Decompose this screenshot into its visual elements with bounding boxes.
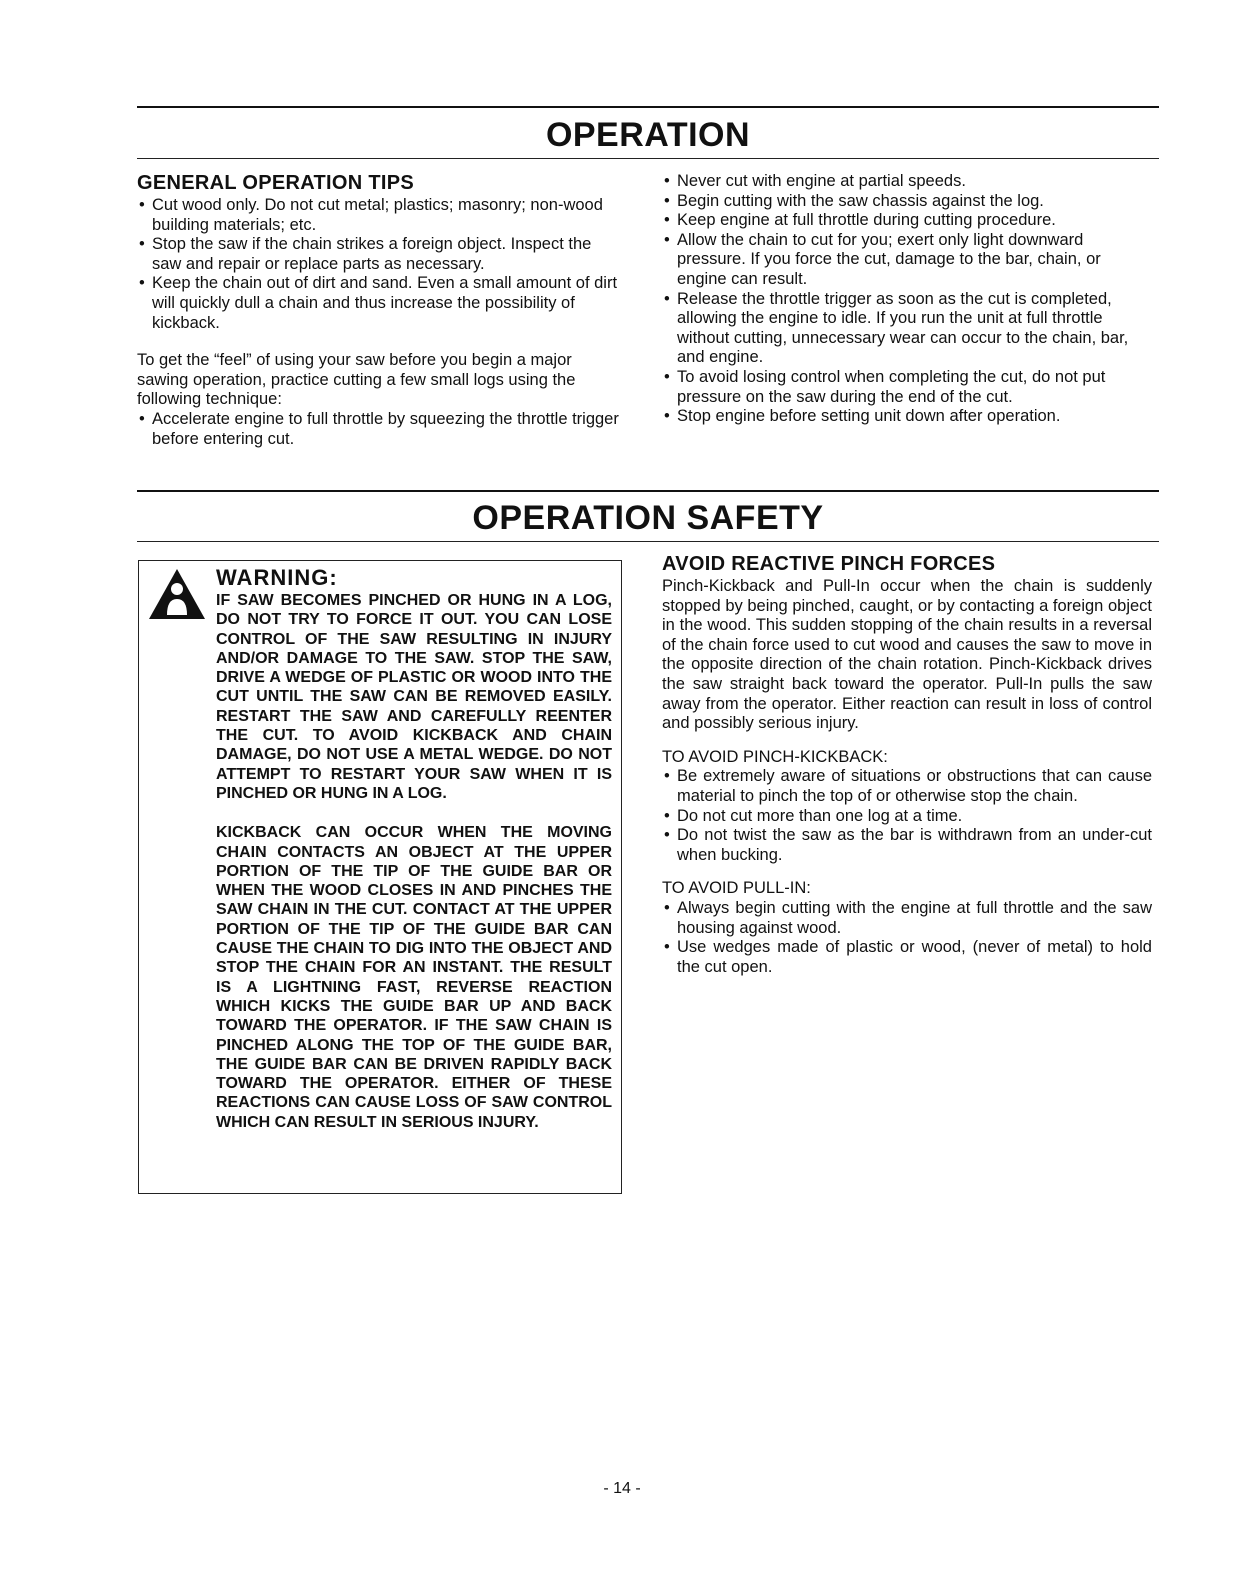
warning-paragraph-kickback: KICKBACK CAN OCCUR WHEN THE MOVING CHAIN CONTACTS AN OBJECT AT THE UPPER PORTION OF THE TIP OF THE GUIDE BAR OR WHEN THE WOOD CLOSES IN AND PINCHES THE SAW CHAIN IN THE CUT. CONTACT AT THE UPPER PORTION OF THE TIP OF THE GUIDE BAR CAN CAUSE THE CHAIN TO DIG INTO THE OBJECT AND STOP THE CHAIN FOR AN INSTANT. THE RESULT IS A LIGHTNING FAST, REVERSE REACTION WHICH KICKS THE GUIDE BAR UP AND BACK TOWARD THE OPERATOR. IF THE SAW CHAIN IS PINCHED ALONG THE TOP OF THE GUIDE BAR, THE GUIDE BAR CAN BE DRIVEN RAPIDLY BACK TOWARD THE OPERATOR. EITHER OF THESE REACTIONS CAN CAUSE LOSS OF SAW CONTROL WHICH CAN RESULT IN SERIOUS INJURY. — [216, 824, 612, 1131]
pinch-kickback-list — [662, 767, 1152, 865]
warning-paragraph-pinched: IF SAW BECOMES PINCHED OR HUNG IN A LOG, DO NOT TRY TO FORCE IT OUT. YOU CAN LOSE CONTROL OF THE SAW RESULTING IN INJURY AND/OR DAMAGE TO THE SAW. STOP THE SAW, DRIVE A WEDGE OF PLASTIC OR WOOD INTO THE CUT UNTIL THE SAW CAN BE REMOVED EASILY. RESTART THE SAW AND CAREFULLY REENTER THE CUT. TO AVOID KICKBACK AND CHAIN DAMAGE, DO NOT USE A METAL WEDGE. DO NOT ATTEMPT TO RESTART YOUR SAW WHEN IT IS PINCHED OR HUNG IN A LOG. — [216, 592, 612, 802]
list-item: • Release the throttle trigger as soon as the cut is completed, allowing the engine to idle. If you run the unit at full throttle without cutting, unnecessary wear can occur to the chain, bar, and engine. — [662, 290, 1152, 368]
pinch-forces-column — [662, 553, 1152, 977]
list-item: • Keep the chain out of dirt and sand. Even a small amount of dirt will quickly dull a chain and thus increase the possibility of kickback. — [137, 274, 619, 333]
safety-title-rule — [137, 541, 1159, 542]
list-item: • Do not cut more than one log at a time. — [662, 807, 1152, 827]
general-tips-list — [137, 196, 619, 333]
pinch-kickback-subheading: TO AVOID PINCH-KICKBACK: — [662, 747, 888, 766]
pinch-forces-heading: AVOID REACTIVE PINCH FORCES — [662, 553, 996, 575]
operation-title: OPERATION — [545, 116, 751, 154]
warning-box — [138, 560, 622, 1194]
page-number: - 14 - — [603, 1480, 641, 1497]
list-item: • Use wedges made of plastic or wood, (never of metal) to hold the cut open. — [662, 938, 1152, 977]
list-item: • Always begin cutting with the engine at full throttle and the saw housing against wood. — [662, 899, 1152, 938]
general-tips-column — [137, 172, 619, 449]
list-item: • Do not twist the saw as the bar is withdrawn from an under-cut when bucking. — [662, 826, 1152, 865]
list-item: • Stop the saw if the chain strikes a foreign object. Inspect the saw and repair or replace parts as necessary. — [137, 235, 619, 274]
pull-in-subheading: TO AVOID PULL-IN: — [662, 879, 811, 898]
list-item: • Stop engine before setting unit down after operation. — [662, 407, 1152, 427]
technique-list — [137, 410, 619, 449]
list-item: • Begin cutting with the saw chassis against the log. — [662, 192, 1152, 212]
operation-tips-right-column — [662, 172, 1152, 427]
list-item: • Allow the chain to cut for you; exert only light downward pressure. If you force the cut, damage to the bar, chain, or engine can result. — [662, 231, 1152, 290]
warning-title: WARNING: — [216, 565, 338, 590]
warning-text — [216, 566, 612, 1132]
list-item: • Be extremely aware of situations or obstructions that can cause material to pinch the top of or otherwise stop the chain. — [662, 767, 1152, 806]
operation-safety-title: OPERATION SAFETY — [472, 499, 824, 537]
general-tips-heading: GENERAL OPERATION TIPS — [137, 172, 415, 194]
pull-in-list — [662, 899, 1152, 977]
list-item: • Cut wood only. Do not cut metal; plastics; masonry; non-wood building materials; etc. — [137, 196, 619, 235]
pinch-forces-paragraph: Pinch-Kickback and Pull-In occur when the chain is suddenly stopped by being pinched, caught, or by contacting a foreign object in the wood. This sudden stopping of the chain results in a reversal of the chain force used to cut wood and causes the saw to move in the opposite direction of the chain rotation. Pinch-Kickback drives the saw straight back toward the operator. Pull-In pulls the saw away from the operator. Either reaction can result in loss of control and possibly serious injury. — [662, 577, 1152, 733]
warning-triangle-icon — [147, 567, 207, 621]
feel-paragraph: To get the “feel” of using your saw before you begin a major sawing operation, practice cutting a few small logs using the following technique: — [137, 351, 576, 409]
list-item: • Never cut with engine at partial speeds. — [662, 172, 1152, 192]
top-rule — [137, 106, 1159, 108]
list-item: • Accelerate engine to full throttle by squeezing the throttle trigger before entering cut. — [137, 410, 619, 449]
list-item: • To avoid losing control when completing the cut, do not put pressure on the saw during the end of the cut. — [662, 368, 1152, 407]
operation-title-rule — [137, 158, 1159, 159]
operation-tips-right-list — [662, 172, 1152, 427]
list-item: • Keep engine at full throttle during cutting procedure. — [662, 211, 1152, 231]
safety-top-rule — [137, 490, 1159, 492]
